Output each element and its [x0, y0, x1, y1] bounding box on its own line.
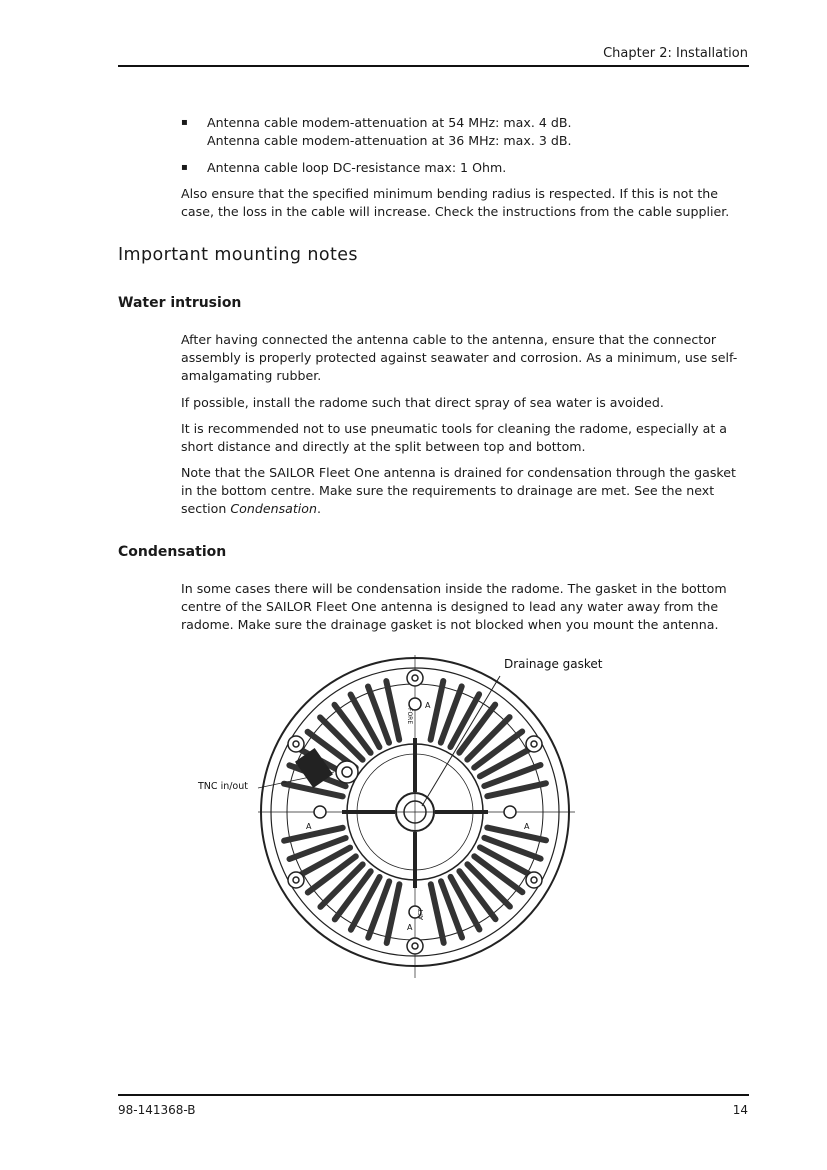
cooling-fin — [431, 884, 444, 943]
bullet-line: Antenna cable modem-attenuation at 36 MHz: max. 3 dB. — [207, 133, 572, 148]
cooling-fin — [431, 681, 444, 740]
a-marker: A — [306, 822, 312, 831]
bullet-marker: ▪ — [181, 117, 188, 128]
cooling-fin — [487, 783, 546, 796]
chapter-header: Chapter 2: Installation — [603, 46, 748, 61]
a-marker: A — [407, 923, 413, 932]
page-number: 14 — [732, 1103, 748, 1117]
cooling-fin — [386, 681, 399, 740]
water-intrusion-heading: Water intrusion — [118, 295, 242, 311]
cooling-fin — [284, 828, 343, 841]
condensation-heading: Condensation — [118, 544, 227, 560]
aft-label: AFT — [418, 908, 425, 920]
water-paragraph-4-text: Note that the SAILOR Fleet One antenna is drained for condensation through the gasket in the bottom centre. Make sure the requirements to drainage are met. See the next section — [181, 465, 736, 516]
bend-paragraph: Also ensure that the specified minimum bending radius is respected. If this is not the case, the loss in the cable will increase. Check the instructions from the cable supplier. — [181, 186, 730, 219]
water-paragraph-1: After having connected the antenna cable to the antenna, ensure that the connector assembly is properly protected against seawater and corrosion. As a minimum, use self-amalgamating rubber. — [181, 332, 738, 383]
a-marker: A — [524, 822, 530, 831]
bullet-line: Antenna cable modem-attenuation at 54 MHz: max. 4 dB. — [207, 115, 572, 130]
drainage-gasket-label: Drainage gasket — [504, 657, 603, 671]
cooling-fin — [487, 828, 546, 841]
condensation-paragraph: In some cases there will be condensation inside the radome. The gasket in the bottom centre of the SAILOR Fleet One antenna is designed to lead any water away from the radome. Make sure the drainage gasket is not blocked when you mount the antenna. — [181, 581, 727, 632]
tnc-label: TNC in/out — [198, 781, 248, 792]
bullet-marker: ▪ — [181, 162, 188, 173]
water-paragraph-3: It is recommended not to use pneumatic tools for cleaning the radome, especially at a short distance and directly at the split between top and bottom. — [181, 421, 728, 454]
section-title: Important mounting notes — [118, 245, 358, 265]
water-paragraph-4: Note that the SAILOR Fleet One antenna is drained for condensation through the gasket in the bottom centre. Make sure the requirements to drainage are met. See the next section Condensation. — [181, 465, 736, 516]
bullet-line: Antenna cable loop DC-resistance max: 1 Ohm. — [207, 160, 507, 175]
water-paragraph-2: If possible, install the radome such that direct spray of sea water is avoided. — [181, 395, 664, 410]
document-number: 98-141368-B — [118, 1103, 196, 1117]
cooling-fin — [387, 884, 400, 943]
a-marker: A — [425, 701, 431, 710]
footer-rule — [118, 1094, 749, 1096]
condensation-reference: Condensation — [230, 501, 317, 516]
fore-label: FORE — [406, 708, 413, 725]
